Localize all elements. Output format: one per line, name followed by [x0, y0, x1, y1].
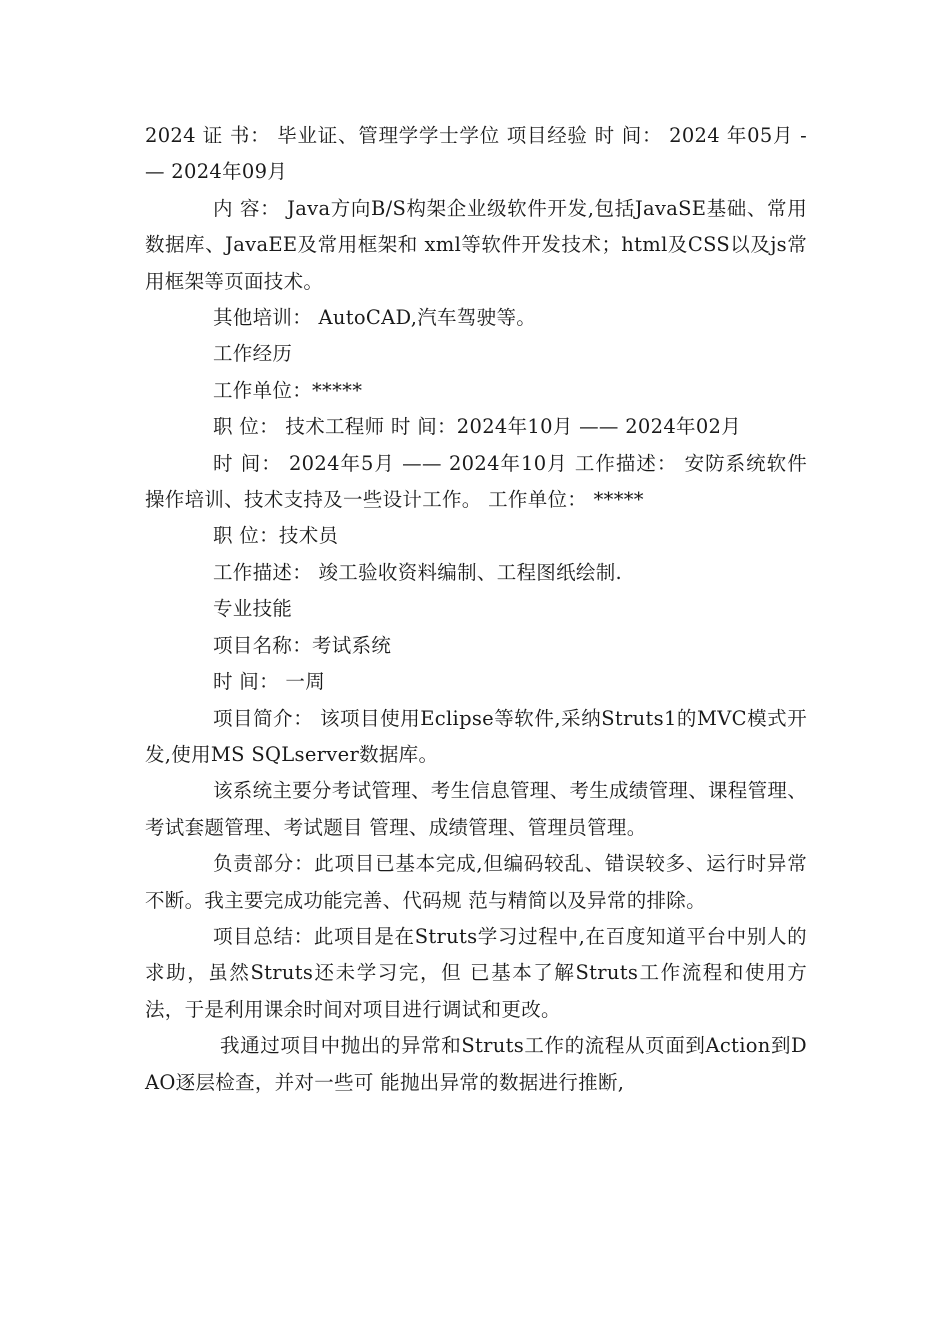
- heading-work-experience: 工作经历: [213, 342, 293, 366]
- paragraph-certificate-project-time: 2024 证 书： 毕业证、管理学学士学位 项目经验 时 间： 2024 年05月 -— 2024年09月: [145, 124, 807, 184]
- paragraph-work-period-2: 时 间： 2024年5月 —— 2024年10月 工作描述： 安防系统软件操作培训、技术支持及一些设计工作。 工作单位： *****: [145, 451, 807, 512]
- paragraph-employer-1: 工作单位：*****: [213, 378, 363, 402]
- paragraph-position-2: 职 位：技术员: [213, 524, 339, 548]
- paragraph-responsibility: 负责部分：此项目已基本完成,但编码较乱、错误较多、运行时异常不断。我主要完成功能完善、代码规 范与精简以及异常的排除。: [145, 852, 807, 912]
- heading-professional-skills: 专业技能: [213, 597, 293, 621]
- paragraph-system-modules: 该系统主要分考试管理、考生信息管理、考生成绩管理、课程管理、考试套题管理、考试题目 管理、成绩管理、管理员管理。: [145, 779, 808, 839]
- paragraph-debugging-process: 我通过项目中抛出的异常和Struts工作的流程从页面到Action到DAO逐层检查，并对一些可 能抛出异常的数据进行推断,: [145, 1034, 807, 1094]
- paragraph-job-description-2: 工作描述： 竣工验收资料编制、工程图纸绘制.: [213, 560, 622, 584]
- paragraph-project-summary: 项目总结：此项目是在Struts学习过程中,在百度知道平台中别人的求助，虽然Struts还未学习完，但 已基本了解Struts工作流程和使用方法，于是利用课余时间对项目进行调试和更改。: [145, 924, 807, 1021]
- document-page: [145, 118, 807, 1101]
- paragraph-project-intro: 项目简介： 该项目使用Eclipse等软件,采纳Struts1的MVC模式开发,使用MS SQLserver数据库。: [145, 706, 807, 766]
- paragraph-training-content: 内 容： Java方向B/S构架企业级软件开发,包括JavaSE基础、常用数据库、JavaEE及常用框架和 xml等软件开发技术；html及CSS以及js常用框架等页面技术。: [145, 196, 807, 293]
- paragraph-other-training: 其他培训： AutoCAD,汽车驾驶等。: [213, 306, 537, 330]
- paragraph-position-1: 职 位： 技术工程师 时 间：2024年10月 —— 2024年02月: [213, 415, 742, 439]
- paragraph-project-time: 时 间： 一周: [213, 670, 325, 694]
- paragraph-project-name: 项目名称：考试系统: [213, 633, 392, 657]
